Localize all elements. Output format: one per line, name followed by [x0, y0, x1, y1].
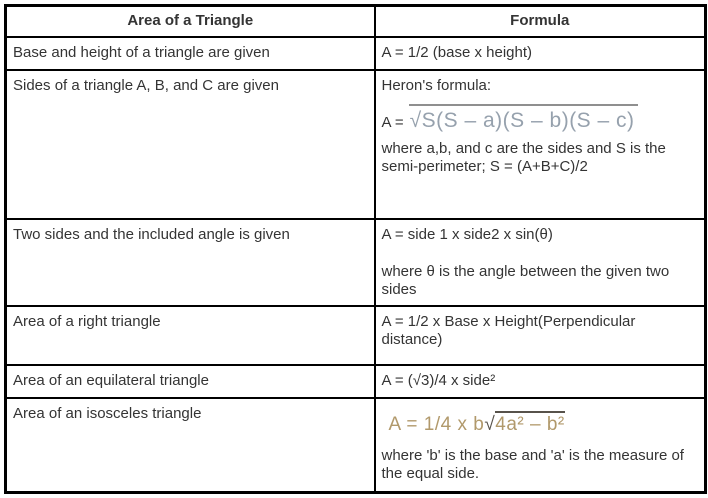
formula-cell: [375, 398, 706, 493]
radicand: 4a² – b²: [495, 411, 564, 435]
radical-sign: √: [409, 108, 422, 132]
condition-cell: Sides of a triangle A, B, and C are given: [6, 70, 375, 219]
condition-cell: Area of an equilateral triangle: [6, 365, 375, 398]
formula-cell: [375, 219, 706, 306]
formula-cell: [375, 70, 706, 219]
formula-note: where a,b, and c are the sides and S is the semi-perimeter; S = (A+B+C)/2: [381, 139, 666, 175]
formula-cell: A = 1/2 (base x height): [375, 37, 706, 70]
formula-note: where 'b' is the base and 'a' is the measure of the equal side.: [381, 446, 684, 482]
condition-cell: Area of an isosceles triangle: [6, 398, 375, 493]
column-header-area-of-a-triangle: Area of a Triangle: [6, 6, 375, 37]
radical-expression: [409, 104, 638, 133]
table-row-heron: [6, 70, 706, 219]
table-row-isosceles-triangle: [6, 398, 706, 493]
header-row: [6, 6, 706, 37]
triangle-area-formula-table: [4, 4, 707, 494]
radicand: S(S – a)(S – b)(S – c): [421, 108, 635, 132]
column-header-formula: Formula: [375, 6, 706, 37]
formula-cell: A = (√3)/4 x side²: [375, 365, 706, 398]
radical-sign: √: [484, 413, 496, 435]
formula-cell: A = 1/2 x Base x Height(Perpendicular distance): [375, 306, 706, 365]
formula-line: A = side 1 x side2 x sin(θ): [381, 225, 553, 243]
table-row-equilateral-triangle: [6, 365, 706, 398]
radical-expression: [484, 411, 564, 435]
isosceles-formula: [389, 413, 700, 436]
table-row-two-sides-angle: [6, 219, 706, 306]
heron-formula: [382, 104, 700, 133]
condition-cell: Base and height of a triangle are given: [6, 37, 375, 70]
table-row-right-triangle: [6, 306, 706, 365]
formula-prefix: A = 1/4 x b: [388, 413, 485, 435]
heron-formula-label: Heron's formula:: [381, 76, 492, 94]
table-row-base-height: [6, 37, 706, 70]
formula-note: where θ is the angle between the given two sides: [381, 262, 670, 298]
formula-prefix: A =: [381, 113, 404, 131]
condition-cell: Area of a right triangle: [6, 306, 375, 365]
condition-cell: Two sides and the included angle is given: [6, 219, 375, 306]
